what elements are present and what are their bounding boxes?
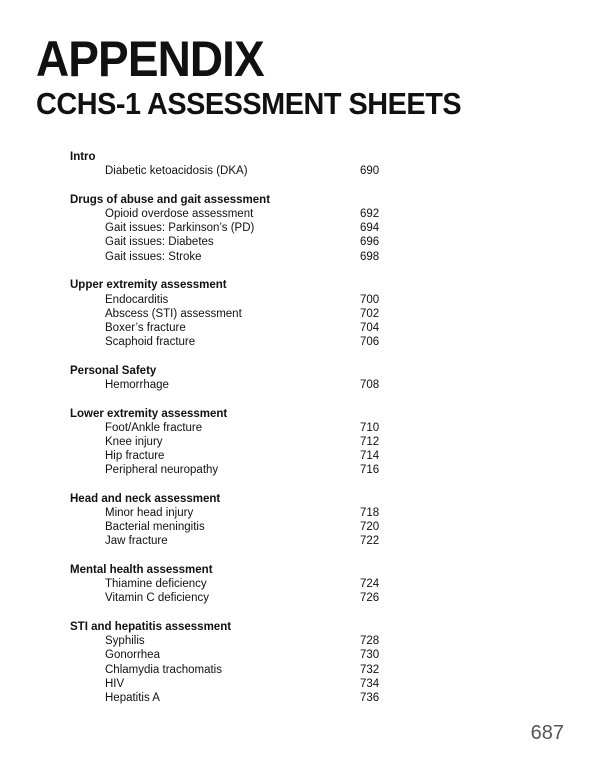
toc-section-heading: Personal Safety — [70, 364, 157, 377]
toc-entry-title: Minor head injury — [105, 507, 194, 520]
toc-entry-title: Opioid overdose assessment — [105, 208, 254, 221]
toc-entry-page: 722 — [360, 535, 380, 548]
toc-entry-page: 714 — [360, 449, 380, 462]
toc-entry — [70, 449, 390, 463]
toc-entry-title: Hemorrhage — [105, 378, 169, 391]
toc-entry-page: 736 — [360, 691, 380, 704]
toc-section — [70, 150, 390, 178]
toc-section-heading: Upper extremity assessment — [70, 279, 227, 292]
toc-entry-page: 702 — [360, 307, 380, 320]
toc-entry-page: 708 — [360, 378, 380, 391]
toc-entry-title: Gait issues: Stroke — [105, 250, 202, 263]
toc-section — [70, 620, 390, 705]
toc-entry-page: 724 — [360, 578, 380, 591]
toc-entry-page: 718 — [360, 507, 380, 520]
toc-section — [70, 407, 390, 478]
page-subtitle: CCHS-1 ASSESSMENT SHEETS — [36, 86, 462, 121]
toc-section-heading: Drugs of abuse and gait assessment — [70, 193, 271, 206]
toc-entry-page: 704 — [360, 321, 380, 334]
toc-entry — [70, 378, 390, 392]
toc-entry — [70, 307, 390, 321]
toc-entry — [70, 207, 390, 221]
toc-section — [70, 278, 390, 349]
toc-entry — [70, 520, 390, 534]
toc-entry-title: Boxer’s fracture — [105, 321, 186, 334]
toc-entry-title: Foot/Ankle fracture — [105, 421, 203, 434]
toc-section-heading: Head and neck assessment — [70, 492, 221, 505]
toc-entry-page: 732 — [360, 663, 380, 676]
toc-entry-page: 700 — [360, 293, 380, 306]
toc-entry-title: Peripheral neuropathy — [105, 464, 219, 477]
toc-entry-title: Syphilis — [105, 635, 145, 648]
toc-entry-title: Thiamine deficiency — [105, 578, 207, 591]
toc-entry — [70, 463, 390, 477]
toc-entry-title: Gonorrhea — [105, 649, 160, 662]
toc-entry — [70, 634, 390, 648]
toc-entry-page: 692 — [360, 208, 380, 221]
toc-section — [70, 193, 390, 264]
toc-entry — [70, 435, 390, 449]
toc-entry-title: Hip fracture — [105, 449, 165, 462]
toc-entry-title: Bacterial meningitis — [105, 521, 205, 534]
toc-entry — [70, 677, 390, 691]
toc-entry-title: Gait issues: Diabetes — [105, 236, 214, 249]
toc-entry — [70, 577, 390, 591]
toc-entry-title: Chlamydia trachomatis — [105, 663, 222, 676]
toc-entry-title: Abscess (STI) assessment — [105, 307, 242, 320]
toc-entry-page: 694 — [360, 222, 380, 235]
toc-section-heading: Intro — [70, 151, 96, 163]
toc-entry-page: 728 — [360, 635, 380, 648]
toc-entry-page: 710 — [360, 421, 380, 434]
toc-entry-page: 690 — [360, 165, 380, 178]
toc-entry — [70, 321, 390, 335]
toc-section-heading: STI and hepatitis assessment — [70, 621, 232, 634]
toc-entry-title: Hepatitis A — [105, 691, 160, 704]
toc-entry-title: Gait issues: Parkinson’s (PD) — [105, 222, 255, 235]
toc-entry-page: 712 — [360, 435, 380, 448]
toc-entry — [70, 164, 390, 178]
toc-entry-title: Diabetic ketoacidosis (DKA) — [105, 165, 248, 178]
toc-section — [70, 364, 390, 392]
toc-entry — [70, 293, 390, 307]
toc-entry-title: Endocarditis — [105, 293, 169, 306]
toc-entry-title: Knee injury — [105, 435, 163, 448]
toc-entry-page: 716 — [360, 464, 380, 477]
toc-entry — [70, 221, 390, 235]
toc-entry-title: Jaw fracture — [105, 535, 168, 548]
page-title: APPENDIX — [36, 31, 264, 87]
toc-section-heading: Lower extremity assessment — [70, 407, 228, 420]
toc-section — [70, 563, 390, 605]
toc-section-heading: Mental health assessment — [70, 563, 213, 576]
toc-entry — [70, 421, 390, 435]
toc-entry — [70, 648, 390, 662]
toc-entry-title: Scaphoid fracture — [105, 335, 196, 348]
toc-entry-title: HIV — [105, 677, 125, 690]
toc-entry — [70, 250, 390, 264]
toc-entry-page: 726 — [360, 592, 380, 605]
toc-section — [70, 492, 390, 549]
table-of-contents — [70, 150, 390, 719]
toc-entry-title: Vitamin C deficiency — [105, 592, 209, 605]
toc-entry — [70, 691, 390, 705]
toc-entry — [70, 506, 390, 520]
toc-entry — [70, 235, 390, 249]
toc-entry — [70, 335, 390, 349]
toc-entry-page: 706 — [360, 335, 380, 348]
toc-entry-page: 730 — [360, 649, 380, 662]
toc-entry-page: 698 — [360, 250, 380, 263]
page-number: 687 — [530, 722, 564, 744]
toc-entry-page: 696 — [360, 236, 380, 249]
toc-entry — [70, 591, 390, 605]
toc-entry — [70, 534, 390, 548]
toc-entry-page: 734 — [360, 677, 380, 690]
toc-entry-page: 720 — [360, 521, 380, 534]
toc-entry — [70, 663, 390, 677]
